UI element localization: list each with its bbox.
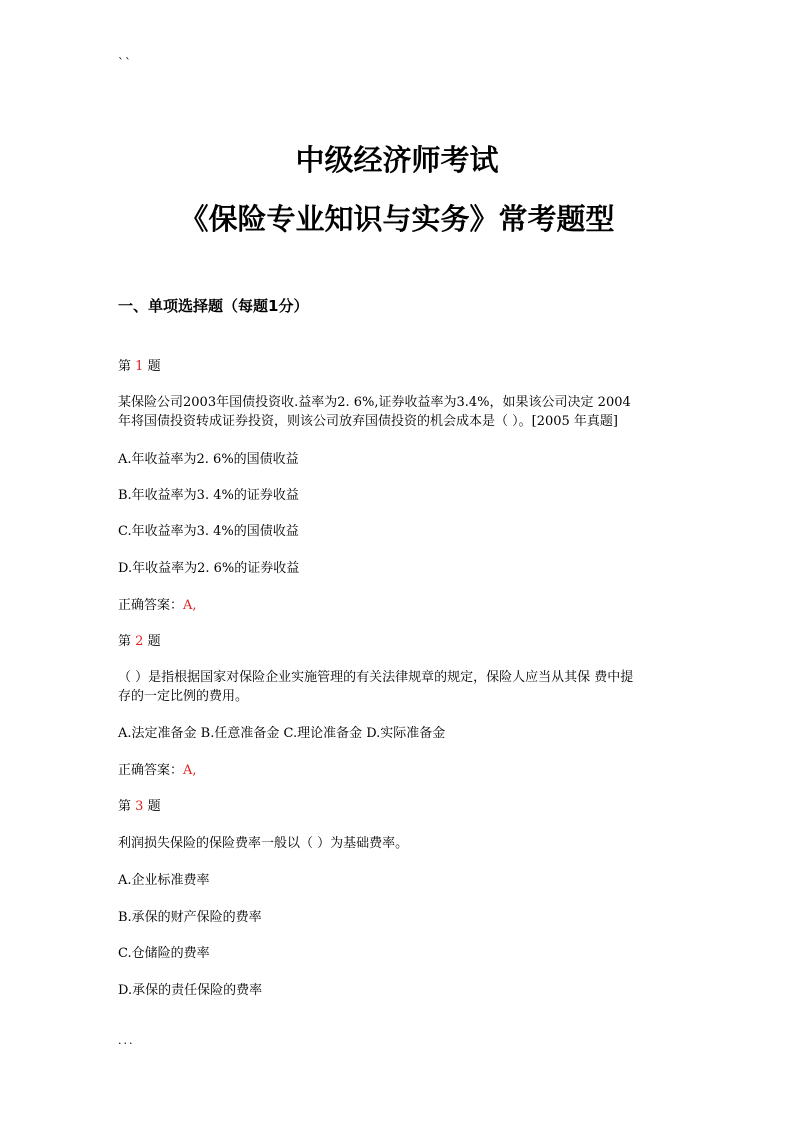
question-prefix: 第 bbox=[118, 799, 132, 814]
question-1-option-a: A.年收益率为2. 6%的国债收益 bbox=[118, 452, 299, 467]
question-1-option-d: D.年收益率为2. 6%的证券收益 bbox=[118, 561, 300, 576]
question-1-stem-line2: 年将国债投资转成证券投资，则该公司放弃国债投资的机会成本是（ ）。[2005 年真题] bbox=[118, 414, 618, 429]
answer-label: 正确答案： bbox=[118, 598, 184, 613]
question-3-stem: 利润损失保险的保险费率一般以（ ）为基础费率。 bbox=[118, 836, 409, 851]
question-suffix: 题 bbox=[147, 799, 161, 814]
question-2-stem-line1: （ ）是指根据国家对保险企业实施管理的有关法律规章的规定，保险人应当从其保 费中提 bbox=[118, 670, 634, 685]
question-2-stem-line2: 存的一定比例的费用。 bbox=[118, 689, 249, 704]
footer-mark: ... bbox=[118, 1034, 135, 1047]
document-subtitle: 《保险专业知识与实务》常考题型 bbox=[179, 202, 615, 236]
question-2-answer bbox=[118, 759, 197, 778]
question-2-options: A.法定准备金 B.任意准备金 C.理论准备金 D.实际准备金 bbox=[118, 726, 446, 741]
header-mark: `` bbox=[118, 56, 132, 70]
answer-value: A, bbox=[183, 763, 197, 778]
question-suffix: 题 bbox=[147, 634, 161, 649]
question-1-header bbox=[118, 355, 161, 374]
question-3-option-c: C.仓储险的费率 bbox=[118, 946, 210, 961]
question-3-option-b: B.承保的财产保险的费率 bbox=[118, 910, 262, 925]
question-3-header bbox=[118, 795, 161, 814]
section-heading: 一、单项选择题（每题1分） bbox=[118, 297, 309, 315]
question-suffix: 题 bbox=[147, 359, 161, 374]
question-prefix: 第 bbox=[118, 359, 132, 374]
question-prefix: 第 bbox=[118, 634, 132, 649]
answer-label: 正确答案： bbox=[118, 763, 184, 778]
question-number: 1 bbox=[135, 359, 144, 374]
question-number: 2 bbox=[135, 634, 144, 649]
question-3-option-a: A.企业标准费率 bbox=[118, 873, 210, 888]
question-1-option-b: B.年收益率为3. 4%的证券收益 bbox=[118, 488, 299, 503]
question-2-header bbox=[118, 630, 161, 649]
question-1-option-c: C.年收益率为3. 4%的国债收益 bbox=[118, 524, 299, 539]
question-3-option-d: D.承保的责任保险的费率 bbox=[118, 983, 263, 998]
question-number: 3 bbox=[135, 799, 144, 814]
question-1-answer bbox=[118, 594, 197, 613]
document-title: 中级经济师考试 bbox=[295, 143, 499, 177]
question-1-stem-line1: 某保险公司2003年国债投资收.益率为2. 6%,证券收益率为3.4%，如果该公司决定 2004 bbox=[118, 395, 631, 410]
answer-value: A, bbox=[183, 598, 197, 613]
